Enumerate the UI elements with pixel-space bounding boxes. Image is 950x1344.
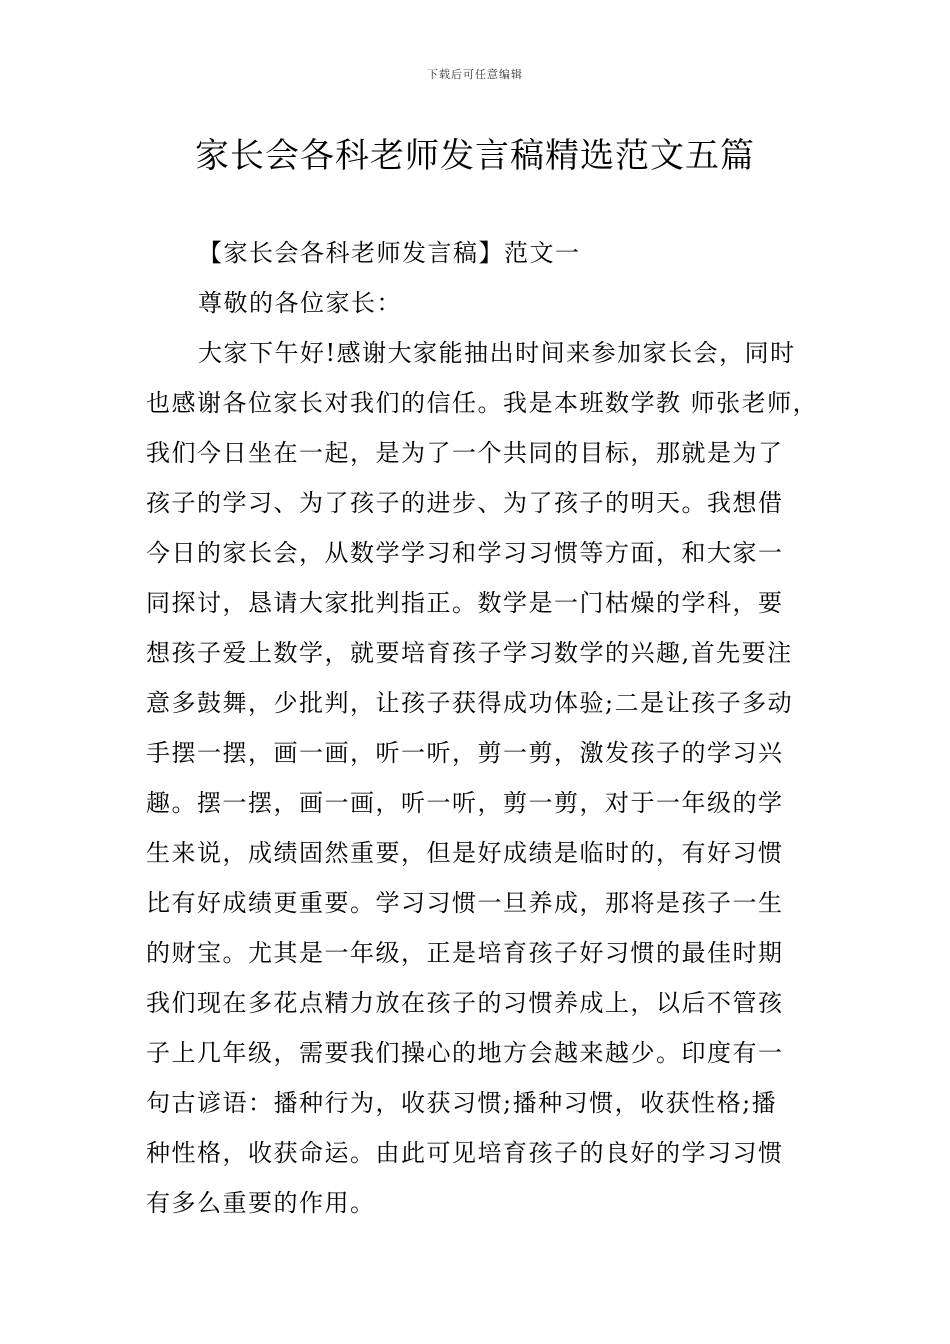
paragraph-line: 的财宝。尤其是一年级，正是培育孩子好习惯的最佳时期 [146, 939, 784, 967]
paragraph-line: 孩子的学习、为了孩子的进步、为了孩子的明天。我想借 [146, 489, 784, 517]
paragraph-line: 趣。摆一摆，画一画，听一听，剪一剪，对于一年级的学 [146, 789, 784, 817]
paragraph-line: 想孩子爱上数学，就要培育孩子学习数学的兴趣,首先要注 [146, 639, 793, 667]
paragraph-line: 种性格，收获命运。由此可见培育孩子的良好的学习习惯 [146, 1139, 784, 1167]
paragraph-line: 同探讨，恳请大家批判指正。数学是一门枯燥的学科，要 [146, 589, 784, 617]
document-title: 家长会各科老师发言稿精选范文五篇 [195, 136, 755, 176]
paragraph-line: 子上几年级，需要我们操心的地方会越来越少。印度有一 [146, 1039, 784, 1067]
paragraph-line: 也感谢各位家长对我们的信任。我是本班数学教 师张老师， [146, 389, 819, 417]
paragraph-line: 有多么重要的作用。 [146, 1189, 376, 1217]
paragraph-line: 比有好成绩更重要。学习习惯一旦养成，那将是孩子一生 [146, 889, 784, 917]
paragraph-line: 大家下午好!感谢大家能抽出时间来参加家长会，同时 [198, 339, 796, 367]
paragraph-line: 意多鼓舞，少批判，让孩子获得成功体验;二是让孩子多动 [146, 689, 794, 717]
paragraph-line: 我们现在多花点精力放在孩子的习惯养成上，以后不管孩 [146, 989, 784, 1017]
paragraph-line: 生来说，成绩固然重要，但是好成绩是临时的，有好习惯 [146, 839, 784, 867]
paragraph-line: 我们今日坐在一起，是为了一个共同的目标，那就是为了 [146, 439, 784, 467]
section-heading: 【家长会各科老师发言稿】范文一 [198, 239, 581, 267]
header-note: 下载后可任意编辑 [427, 68, 523, 81]
document-body [146, 228, 826, 1228]
paragraph-line: 手摆一摆，画一画，听一听，剪一剪，激发孩子的学习兴 [146, 739, 784, 767]
paragraph-line: 今日的家长会，从数学学习和学习习惯等方面，和大家一 [146, 539, 784, 567]
salutation: 尊敬的各位家长： [198, 289, 402, 317]
paragraph-line: 句古谚语：播种行为，收获习惯;播种习惯，收获性格;播 [146, 1089, 778, 1117]
